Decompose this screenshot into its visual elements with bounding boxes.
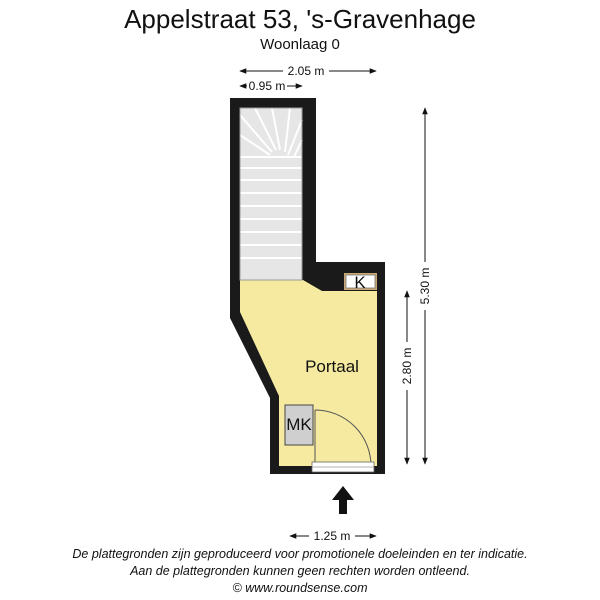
copyright: © www.roundsense.com	[232, 581, 368, 595]
floor-label: Woonlaag 0	[260, 36, 340, 53]
kast-label: K	[354, 273, 366, 292]
dim-right-total: 5.30 m	[418, 267, 432, 305]
dim-top-inner: 0.95 m	[248, 79, 286, 93]
portaal-label: Portaal	[305, 357, 359, 376]
disclaimer-line-2: Aan de plattegronden kunnen geen rechten worden ontleend.	[130, 564, 470, 578]
plan-title: Appelstraat 53, 's-Gravenhage	[124, 4, 476, 34]
dim-top-total: 2.05 m	[287, 64, 325, 78]
meterkast-label: MK	[286, 415, 312, 434]
entrance-arrow	[332, 486, 354, 514]
disclaimer-line-1: De plattegronden zijn geproduceerd voor promotionele doeleinden en ter indicatie.	[72, 547, 528, 561]
dim-bottom: 1.25 m	[313, 529, 351, 543]
dim-right-inner: 2.80 m	[400, 347, 414, 385]
